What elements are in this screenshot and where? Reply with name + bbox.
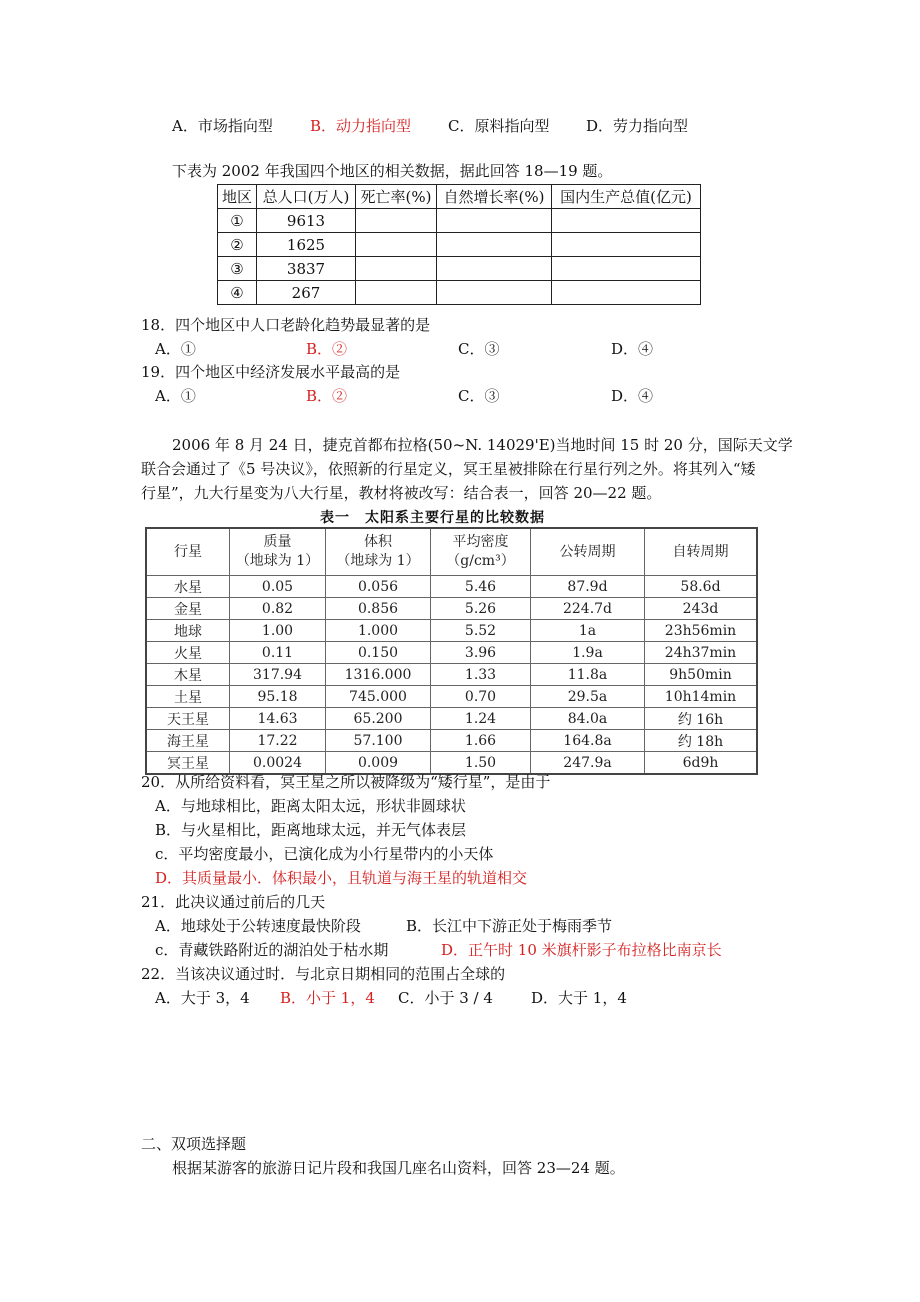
passage-line-1: 2006 年 8 月 24 日，捷克首都布拉格(50~N. 14029'E)当地时间 15 时 20 分，国际天文学 bbox=[172, 436, 793, 454]
planet-name: 海王星 bbox=[146, 730, 230, 752]
q17-option-b: B．动力指向型 bbox=[310, 117, 412, 135]
q19-option-b: B．② bbox=[306, 387, 348, 405]
q21-option-c: c．青藏铁路附近的湖泊处于枯水期 bbox=[155, 941, 389, 959]
table-row bbox=[146, 686, 757, 708]
table-row bbox=[146, 620, 757, 642]
q17-option-d: D．劳力指向型 bbox=[586, 117, 689, 135]
table1-cell bbox=[437, 281, 552, 305]
table2-cell: 57.100 bbox=[326, 730, 431, 752]
table2-cell: 6d9h bbox=[645, 752, 758, 775]
q21-option-b: B．长江中下游正处于梅雨季节 bbox=[406, 917, 613, 935]
q18-option-a: A．① bbox=[155, 340, 196, 358]
region-data-table bbox=[217, 184, 701, 305]
table2-cell: 1316.000 bbox=[326, 664, 431, 686]
table2-cell: 1.000 bbox=[326, 620, 431, 642]
table2-cell: 0.05 bbox=[230, 576, 326, 598]
table2-cell: 95.18 bbox=[230, 686, 326, 708]
table-row bbox=[146, 730, 757, 752]
q18-option-c: C．③ bbox=[458, 340, 500, 358]
q18-stem: 18．四个地区中人口老龄化趋势最显著的是 bbox=[141, 316, 431, 334]
table1-cell bbox=[437, 233, 552, 257]
table2-cell: 84.0a bbox=[531, 708, 645, 730]
table2-cell: 23h56min bbox=[645, 620, 758, 642]
q22-option-b: B．小于 1，4 bbox=[280, 989, 375, 1007]
table2-cell: 1a bbox=[531, 620, 645, 642]
q17-option-c: C．原料指向型 bbox=[448, 117, 550, 135]
planet-name: 火星 bbox=[146, 642, 230, 664]
table-row bbox=[146, 598, 757, 620]
table2-cell: 1.33 bbox=[431, 664, 531, 686]
q18-option-d: D．④ bbox=[611, 340, 654, 358]
table1-cell: 9613 bbox=[257, 209, 356, 233]
table-row bbox=[146, 708, 757, 730]
table2-cell: 0.11 bbox=[230, 642, 326, 664]
table2-cell: 243d bbox=[645, 598, 758, 620]
table2-cell: 0.150 bbox=[326, 642, 431, 664]
table1-cell: 1625 bbox=[257, 233, 356, 257]
table2-cell: 224.7d bbox=[531, 598, 645, 620]
q22-stem: 22．当该决议通过时．与北京日期相同的范围占全球的 bbox=[141, 965, 506, 983]
passage-line-3: 行星”，九大行星变为八大行星，教材将被改写：结合表一，回答 20—22 题。 bbox=[141, 484, 662, 502]
table1-header: 国内生产总值(亿元) bbox=[552, 185, 701, 209]
section2-intro: 根据某游客的旅游日记片段和我国几座名山资料，回答 23—24 题。 bbox=[172, 1159, 625, 1177]
table2-cell: 58.6d bbox=[645, 576, 758, 598]
table1-header: 地区 bbox=[218, 185, 257, 209]
table1-cell: ③ bbox=[218, 257, 257, 281]
q19-option-c: C．③ bbox=[458, 387, 500, 405]
table2-header: 公转周期 bbox=[531, 528, 645, 576]
table2-cell: 约 18h bbox=[645, 730, 758, 752]
table2-cell: 0.056 bbox=[326, 576, 431, 598]
table2-cell: 11.8a bbox=[531, 664, 645, 686]
table2-cell: 164.8a bbox=[531, 730, 645, 752]
table1-cell bbox=[356, 233, 437, 257]
table1-header: 总人口(万人) bbox=[257, 185, 356, 209]
table-row bbox=[146, 576, 757, 598]
q22-option-d: D．大于 1，4 bbox=[531, 989, 627, 1007]
table2-cell: 247.9a bbox=[531, 752, 645, 775]
table-row bbox=[146, 642, 757, 664]
table2-cell: 14.63 bbox=[230, 708, 326, 730]
table1-cell bbox=[356, 257, 437, 281]
planet-name: 天王星 bbox=[146, 708, 230, 730]
table2-cell: 1.00 bbox=[230, 620, 326, 642]
table2-header: 质量 （地球为 1） bbox=[230, 528, 326, 576]
table2-header: 行星 bbox=[146, 528, 230, 576]
table-row bbox=[218, 209, 701, 233]
planet-comparison-table bbox=[145, 527, 758, 775]
planet-name: 木星 bbox=[146, 664, 230, 686]
q22-option-a: A．大于 3，4 bbox=[155, 989, 250, 1007]
table-row bbox=[218, 257, 701, 281]
q21-option-a: A．地球处于公转速度最快阶段 bbox=[155, 917, 361, 935]
table2-cell: 87.9d bbox=[531, 576, 645, 598]
passage-line-2: 联合会通过了《5 号决议》，依照新的行星定义，冥王星被排除在行星行列之外。将其列入“矮 bbox=[141, 460, 756, 478]
table1-cell bbox=[552, 233, 701, 257]
planet-name: 土星 bbox=[146, 686, 230, 708]
planet-table-title: 表一 太阳系主要行星的比较数据 bbox=[320, 510, 545, 526]
table1-cell bbox=[356, 281, 437, 305]
table1-cell: ② bbox=[218, 233, 257, 257]
q20-stem: 20．从所给资料看，冥王星之所以被降级为“矮行星”，是由于 bbox=[141, 773, 551, 791]
table2-header: 平均密度 （g/cm³） bbox=[431, 528, 531, 576]
table1-cell bbox=[552, 257, 701, 281]
q20-option-d: D．其质量最小．体积最小，且轨道与海王星的轨道相交 bbox=[155, 869, 528, 887]
table2-cell: 65.200 bbox=[326, 708, 431, 730]
table2-cell: 5.52 bbox=[431, 620, 531, 642]
table2-cell: 0.0024 bbox=[230, 752, 326, 775]
table2-header: 自转周期 bbox=[645, 528, 758, 576]
q20-option-b: B．与火星相比，距离地球太远，并无气体表层 bbox=[155, 821, 467, 839]
table2-cell: 10h14min bbox=[645, 686, 758, 708]
q18-option-b: B．② bbox=[306, 340, 348, 358]
table2-cell: 约 16h bbox=[645, 708, 758, 730]
table2-cell: 24h37min bbox=[645, 642, 758, 664]
q20-option-c: c．平均密度最小，已演化成为小行星带内的小天体 bbox=[155, 845, 494, 863]
planet-name: 地球 bbox=[146, 620, 230, 642]
table2-cell: 29.5a bbox=[531, 686, 645, 708]
q22-option-c: C．小于 3 / 4 bbox=[398, 989, 493, 1007]
table1-header: 自然增长率(%) bbox=[437, 185, 552, 209]
table2-cell: 1.66 bbox=[431, 730, 531, 752]
table1-cell: ④ bbox=[218, 281, 257, 305]
table2-cell: 5.46 bbox=[431, 576, 531, 598]
table-row bbox=[218, 233, 701, 257]
table2-header: 体积 （地球为 1） bbox=[326, 528, 431, 576]
table1-cell bbox=[356, 209, 437, 233]
planet-name: 冥王星 bbox=[146, 752, 230, 775]
table-row bbox=[146, 664, 757, 686]
q21-option-d: D．正午时 10 米旗杆影子布拉格比南京长 bbox=[441, 941, 722, 959]
table2-cell: 0.856 bbox=[326, 598, 431, 620]
planet-name: 金星 bbox=[146, 598, 230, 620]
table2-cell: 745.000 bbox=[326, 686, 431, 708]
table2-cell: 1.9a bbox=[531, 642, 645, 664]
q19-stem: 19．四个地区中经济发展水平最高的是 bbox=[141, 363, 401, 381]
q21-stem: 21．此决议通过前后的几天 bbox=[141, 893, 326, 911]
section2-title: 二、双项选择题 bbox=[141, 1135, 247, 1153]
table1-cell bbox=[552, 209, 701, 233]
q19-option-d: D．④ bbox=[611, 387, 654, 405]
table2-cell: 5.26 bbox=[431, 598, 531, 620]
table2-cell: 17.22 bbox=[230, 730, 326, 752]
table1-cell: 267 bbox=[257, 281, 356, 305]
q19-option-a: A．① bbox=[155, 387, 196, 405]
table2-cell: 3.96 bbox=[431, 642, 531, 664]
table1-cell: ① bbox=[218, 209, 257, 233]
table1-cell bbox=[437, 257, 552, 281]
table2-cell: 1.24 bbox=[431, 708, 531, 730]
table1-intro: 下表为 2002 年我国四个地区的相关数据，据此回答 18—19 题。 bbox=[172, 162, 613, 180]
table2-cell: 0.82 bbox=[230, 598, 326, 620]
table1-header: 死亡率(%) bbox=[356, 185, 437, 209]
q20-option-a: A．与地球相比，距离太阳太远，形状非圆球状 bbox=[155, 797, 466, 815]
q17-option-a: A．市场指向型 bbox=[172, 117, 273, 135]
table-row bbox=[218, 281, 701, 305]
table2-cell: 317.94 bbox=[230, 664, 326, 686]
table1-cell bbox=[437, 209, 552, 233]
planet-name: 水星 bbox=[146, 576, 230, 598]
table2-cell: 0.70 bbox=[431, 686, 531, 708]
table2-cell: 1.50 bbox=[431, 752, 531, 775]
table1-cell: 3837 bbox=[257, 257, 356, 281]
table2-cell: 0.009 bbox=[326, 752, 431, 775]
table2-cell: 9h50min bbox=[645, 664, 758, 686]
table1-cell bbox=[552, 281, 701, 305]
